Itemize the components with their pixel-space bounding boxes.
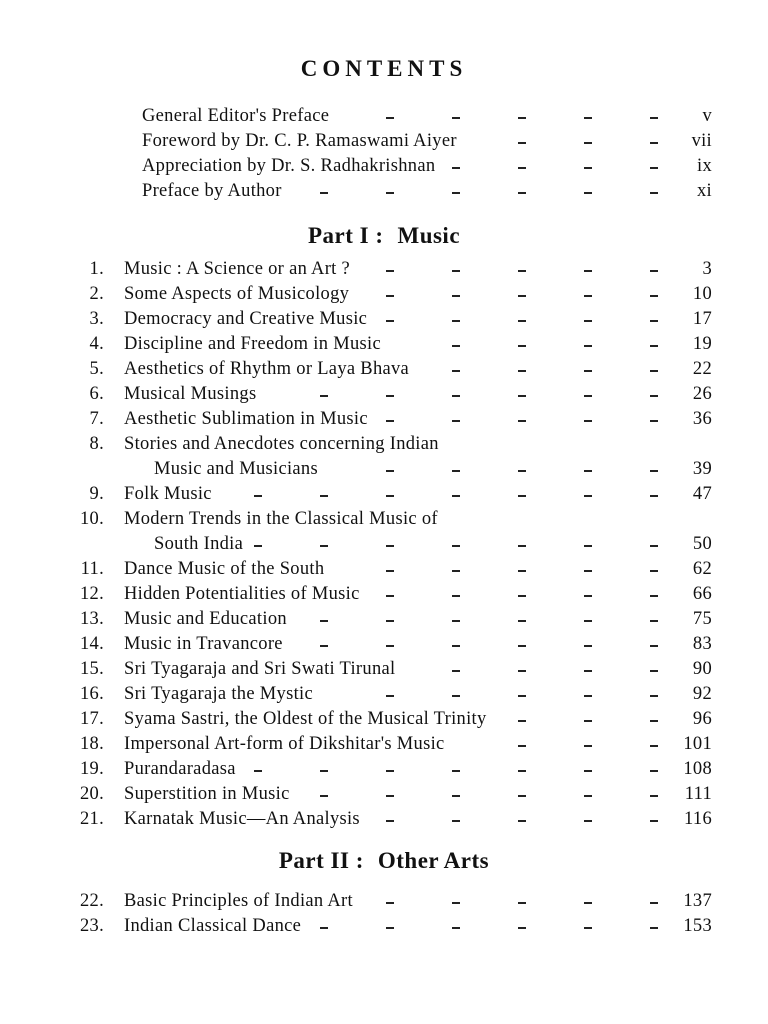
entry-number: 10. [79, 509, 104, 529]
leader-dash [386, 270, 394, 272]
entry-number: 18. [79, 734, 104, 754]
leader-dash [650, 142, 658, 144]
front-matter-title: General Editor's Preface [142, 106, 330, 126]
entry-number: 20. [79, 784, 104, 804]
leader-dash [584, 695, 592, 697]
entry-number: 3. [89, 309, 104, 329]
leader-dash [584, 167, 592, 169]
leader-dash [584, 570, 592, 572]
leader-dash [584, 420, 592, 422]
leader-dash [650, 345, 658, 347]
entry-number: 12. [79, 584, 104, 604]
leader-dash [518, 745, 526, 747]
leader-dash [650, 695, 658, 697]
entry-page: 153 [683, 916, 712, 936]
leader-dash [254, 495, 262, 497]
entry-page: 111 [684, 784, 712, 804]
leader-dash [452, 795, 460, 797]
leader-dash [320, 927, 328, 929]
entry-page: 62 [692, 559, 712, 579]
leader-dash [452, 320, 460, 322]
front-matter-page: v [702, 106, 712, 126]
leader-dash [650, 545, 658, 547]
toc-entry [0, 914, 768, 939]
leader-dash [386, 645, 394, 647]
leader-dash [518, 720, 526, 722]
toc-entry [0, 307, 768, 332]
part1-name: Music [397, 223, 461, 248]
leader-dash [584, 320, 592, 322]
leader-dash [650, 595, 658, 597]
leader-dash [584, 545, 592, 547]
leader-dash [518, 167, 526, 169]
entry-title-continued: South India [154, 534, 244, 554]
leader-dash [452, 595, 460, 597]
front-matter-page: vii [691, 131, 712, 151]
leader-dash [518, 320, 526, 322]
leader-dash [452, 670, 460, 672]
entry-title: Syama Sastri, the Oldest of the Musical Trinity [124, 709, 487, 729]
entry-title: Sri Tyagaraja and Sri Swati Tirunal [124, 659, 396, 679]
toc-entry [0, 657, 768, 682]
leader-dash [386, 902, 394, 904]
entry-page: 3 [702, 259, 712, 279]
leader-dash [386, 620, 394, 622]
leader-dash [518, 270, 526, 272]
leader-dash [650, 820, 658, 822]
leader-dash [386, 192, 394, 194]
toc-entry [0, 732, 768, 757]
leader-dash [452, 117, 460, 119]
leader-dash [650, 192, 658, 194]
contents-heading: CONTENTS [300, 56, 468, 81]
leader-dash [320, 620, 328, 622]
entry-number: 15. [79, 659, 104, 679]
leader-dash [518, 117, 526, 119]
entry-title: Music : A Science or an Art ? [124, 259, 351, 279]
entry-number: 11. [80, 559, 104, 579]
entry-title: Discipline and Freedom in Music [124, 334, 381, 354]
front-matter-row [0, 104, 768, 129]
part2-heading [0, 848, 768, 874]
leader-dash [584, 745, 592, 747]
part1-entries [0, 257, 768, 832]
leader-dash [452, 695, 460, 697]
entry-number: 7. [89, 409, 104, 429]
leader-dash [584, 470, 592, 472]
toc-entry [0, 432, 768, 457]
front-matter-row [0, 129, 768, 154]
entry-number: 6. [89, 384, 104, 404]
leader-dash [650, 795, 658, 797]
leader-dash [584, 795, 592, 797]
entry-number: 13. [79, 609, 104, 629]
entry-page: 50 [692, 534, 712, 554]
leader-dash [386, 820, 394, 822]
leader-dash [650, 117, 658, 119]
leader-dash [584, 770, 592, 772]
leader-dash [584, 902, 592, 904]
front-matter-row [0, 154, 768, 179]
part2-name: Other Arts [377, 848, 490, 873]
leader-dash [584, 370, 592, 372]
toc-entry [0, 507, 768, 532]
leader-dash [518, 395, 526, 397]
entry-page: 137 [683, 891, 712, 911]
leader-dash [584, 620, 592, 622]
leader-dash [584, 395, 592, 397]
leader-dash [650, 495, 658, 497]
entry-page: 47 [692, 484, 712, 504]
leader-dash [518, 595, 526, 597]
leader-dash [584, 720, 592, 722]
leader-dash [650, 470, 658, 472]
part1-heading [0, 223, 768, 249]
entry-title: Aesthetics of Rhythm or Laya Bhava [124, 359, 410, 379]
leader-dash [584, 295, 592, 297]
entry-number: 22. [79, 891, 104, 911]
leader-dash [320, 545, 328, 547]
toc-entry [0, 482, 768, 507]
leader-dash [386, 295, 394, 297]
leader-dash [584, 345, 592, 347]
toc-entry [0, 889, 768, 914]
entry-number: 19. [79, 759, 104, 779]
entry-title: Purandaradasa [124, 759, 236, 779]
entry-title: Indian Classical Dance [124, 916, 302, 936]
entry-number: 5. [89, 359, 104, 379]
entry-page: 17 [692, 309, 712, 329]
entry-number: 9. [89, 484, 104, 504]
leader-dash [518, 927, 526, 929]
leader-dash [518, 345, 526, 347]
leader-dash [452, 470, 460, 472]
front-matter-title: Foreword by Dr. C. P. Ramaswami Aiyer [142, 131, 457, 151]
leader-dash [518, 902, 526, 904]
leader-dash [584, 192, 592, 194]
leader-dash [650, 745, 658, 747]
leader-dash [584, 270, 592, 272]
leader-dash [518, 795, 526, 797]
toc-entry [0, 807, 768, 832]
leader-dash [518, 495, 526, 497]
entry-title: Music in Travancore [124, 634, 283, 654]
toc-entry [0, 382, 768, 407]
leader-dash [386, 695, 394, 697]
leader-dash [386, 420, 394, 422]
leader-dash [650, 902, 658, 904]
entry-title: Music and Education [124, 609, 287, 629]
entry-number: 14. [79, 634, 104, 654]
toc-entry-continuation [0, 457, 768, 482]
leader-dash [518, 142, 526, 144]
front-matter-page: ix [697, 156, 712, 176]
leader-dash [584, 670, 592, 672]
toc-entry [0, 407, 768, 432]
entry-number: 4. [89, 334, 104, 354]
leader-dash [386, 470, 394, 472]
leader-dash [254, 770, 262, 772]
toc-entry [0, 257, 768, 282]
leader-dash [518, 670, 526, 672]
toc-entry [0, 707, 768, 732]
entry-page: 96 [692, 709, 712, 729]
leader-dash [452, 395, 460, 397]
leader-dash [452, 902, 460, 904]
leader-dash [650, 927, 658, 929]
leader-dash [452, 545, 460, 547]
leader-dash [650, 320, 658, 322]
leader-dash [452, 192, 460, 194]
front-matter-title: Preface by Author [142, 181, 282, 201]
leader-dash [452, 620, 460, 622]
leader-dash [452, 345, 460, 347]
entry-page: 75 [692, 609, 712, 629]
leader-dash [518, 570, 526, 572]
leader-dash [452, 420, 460, 422]
entry-number: 8. [89, 434, 104, 454]
entry-title: Impersonal Art-form of Dikshitar's Music [124, 734, 445, 754]
leader-dash [386, 320, 394, 322]
toc-entry [0, 357, 768, 382]
entry-title: Stories and Anecdotes concerning Indian [124, 434, 439, 454]
leader-dash [584, 495, 592, 497]
toc-entry [0, 757, 768, 782]
leader-dash [518, 470, 526, 472]
leader-dash [452, 495, 460, 497]
leader-dash [452, 370, 460, 372]
leader-dash [518, 645, 526, 647]
entry-page: 39 [692, 459, 712, 479]
toc-entry [0, 782, 768, 807]
leader-dash [254, 545, 262, 547]
front-matter-title: Appreciation by Dr. S. Radhakrishnan [142, 156, 436, 176]
leader-dash [518, 192, 526, 194]
leader-dash [452, 570, 460, 572]
entry-title: Karnatak Music—An Analysis [124, 809, 360, 829]
leader-dash [584, 117, 592, 119]
leader-dash [650, 570, 658, 572]
leader-dash [584, 595, 592, 597]
leader-dash [320, 192, 328, 194]
leader-dash [386, 570, 394, 572]
leader-dash [518, 420, 526, 422]
toc-entry-continuation [0, 532, 768, 557]
entry-number: 23. [79, 916, 104, 936]
leader-dash [650, 270, 658, 272]
leader-dash [518, 370, 526, 372]
entry-number: 1. [89, 259, 104, 279]
toc-entry [0, 282, 768, 307]
leader-dash [650, 620, 658, 622]
entry-title: Superstition in Music [124, 784, 290, 804]
leader-dash [518, 820, 526, 822]
entry-page: 116 [684, 809, 712, 829]
leader-dash [650, 770, 658, 772]
leader-dash [584, 142, 592, 144]
entry-title: Modern Trends in the Classical Music of [124, 509, 438, 529]
leader-dash [386, 595, 394, 597]
part2-entries [0, 889, 768, 939]
leader-dash [386, 545, 394, 547]
toc-entry [0, 607, 768, 632]
entry-page: 36 [692, 409, 712, 429]
leader-dash [320, 645, 328, 647]
entry-page: 101 [683, 734, 712, 754]
front-matter-row [0, 179, 768, 204]
leader-dash [386, 795, 394, 797]
entry-title: Dance Music of the South [124, 559, 325, 579]
toc-entry [0, 682, 768, 707]
entry-title: Folk Music [124, 484, 212, 504]
leader-dash [584, 645, 592, 647]
part1-label: Part I : [307, 223, 384, 248]
leader-dash [452, 645, 460, 647]
toc-entry [0, 332, 768, 357]
entry-number: 2. [89, 284, 104, 304]
leader-dash [386, 117, 394, 119]
toc-entry [0, 557, 768, 582]
leader-dash [452, 167, 460, 169]
toc-entry [0, 632, 768, 657]
entry-title: Some Aspects of Musicology [124, 284, 350, 304]
front-matter-list [0, 104, 768, 204]
entry-page: 92 [692, 684, 712, 704]
entry-title: Sri Tyagaraja the Mystic [124, 684, 313, 704]
leader-dash [518, 545, 526, 547]
leader-dash [518, 770, 526, 772]
leader-dash [452, 820, 460, 822]
entry-title: Musical Musings [124, 384, 257, 404]
entry-title-continued: Music and Musicians [154, 459, 318, 479]
leader-dash [452, 270, 460, 272]
entry-title: Aesthetic Sublimation in Music [124, 409, 368, 429]
leader-dash [386, 395, 394, 397]
leader-dash [650, 295, 658, 297]
leader-dash [650, 420, 658, 422]
entry-page: 19 [692, 334, 712, 354]
leader-dash [320, 770, 328, 772]
leader-dash [518, 295, 526, 297]
leader-dash [386, 495, 394, 497]
leader-dash [650, 670, 658, 672]
entry-title: Basic Principles of Indian Art [124, 891, 353, 911]
leader-dash [452, 295, 460, 297]
toc-entry [0, 582, 768, 607]
leader-dash [650, 395, 658, 397]
entry-page: 66 [692, 584, 712, 604]
leader-dash [386, 770, 394, 772]
entry-page: 83 [692, 634, 712, 654]
leader-dash [518, 695, 526, 697]
leader-dash [650, 167, 658, 169]
entry-title: Democracy and Creative Music [124, 309, 368, 329]
entry-number: 21. [79, 809, 104, 829]
entry-page: 108 [683, 759, 712, 779]
leader-dash [650, 720, 658, 722]
leader-dash [320, 795, 328, 797]
leader-dash [320, 495, 328, 497]
front-matter-page: xi [697, 181, 712, 201]
entry-page: 22 [692, 359, 712, 379]
entry-number: 17. [79, 709, 104, 729]
leader-dash [518, 620, 526, 622]
leader-dash [650, 370, 658, 372]
leader-dash [320, 395, 328, 397]
leader-dash [386, 927, 394, 929]
entry-page: 90 [692, 659, 712, 679]
leader-dash [584, 820, 592, 822]
entry-title: Hidden Potentialities of Music [124, 584, 360, 604]
part2-label: Part II : [278, 848, 364, 873]
entry-page: 10 [692, 284, 712, 304]
leader-dash [650, 645, 658, 647]
leader-dash [584, 927, 592, 929]
leader-dash [452, 770, 460, 772]
leader-dash [452, 927, 460, 929]
entry-number: 16. [79, 684, 104, 704]
entry-page: 26 [692, 384, 712, 404]
